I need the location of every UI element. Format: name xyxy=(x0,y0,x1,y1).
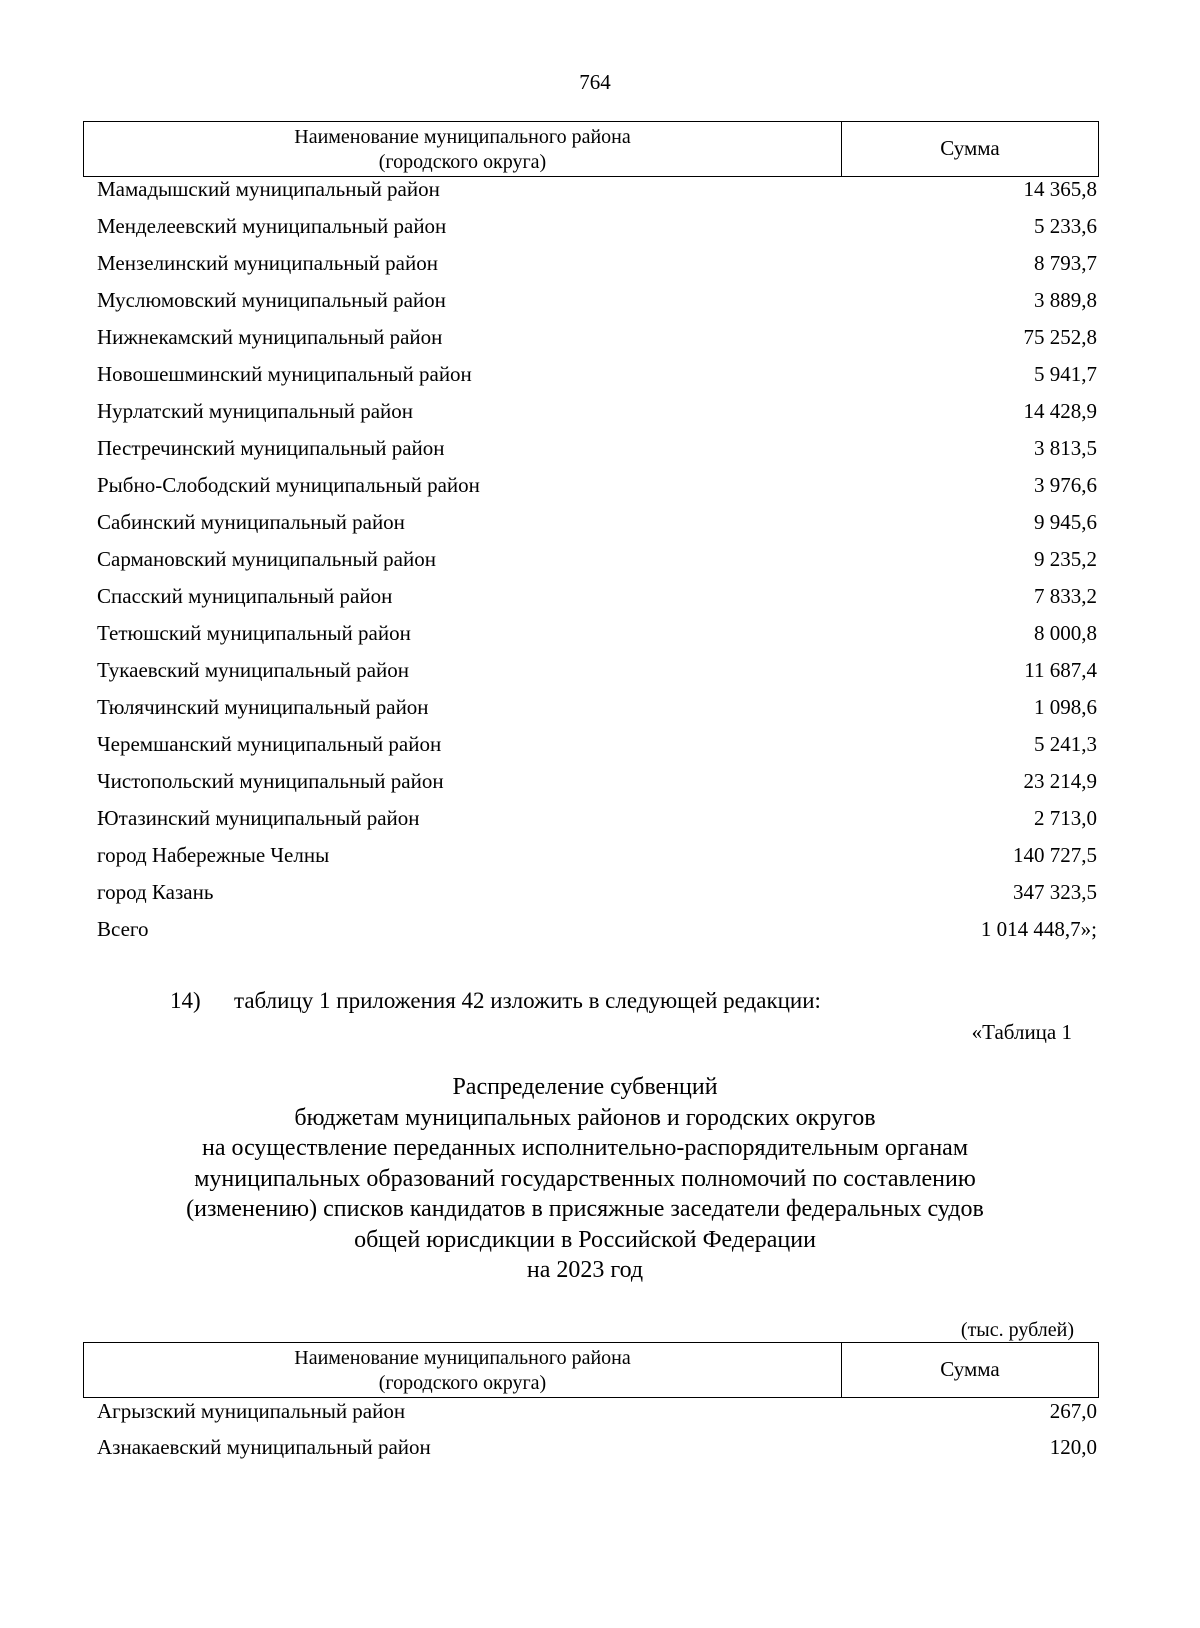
row-value: 23 214,9 xyxy=(1023,769,1097,793)
row-value: 3 813,5 xyxy=(1034,436,1097,460)
table-row xyxy=(97,211,1097,241)
row-name: город Набережные Челны xyxy=(97,843,330,867)
title-line: на осуществление переданных исполнительно-распорядительным органам xyxy=(201,1135,969,1161)
row-name: Мензелинский муниципальный район xyxy=(97,251,438,275)
title-line: на 2023 год xyxy=(526,1257,644,1283)
title-line: муниципальных образований государственных полномочий по составлению xyxy=(194,1165,976,1192)
row-name: Черемшанский муниципальный район xyxy=(97,732,442,756)
row-value: 75 252,8 xyxy=(1023,325,1097,349)
table-row xyxy=(97,470,1097,500)
row-name: Азнакаевский муниципальный район xyxy=(97,1435,431,1459)
row-value: 9 235,2 xyxy=(1034,547,1097,571)
row-value: 8 793,7 xyxy=(1034,251,1097,275)
table-row xyxy=(97,803,1097,833)
table-row xyxy=(97,729,1097,759)
table-row xyxy=(97,507,1097,537)
table-row xyxy=(97,692,1097,722)
row-name: Новошешминский муниципальный район xyxy=(97,362,472,386)
row-name: Агрызский муниципальный район xyxy=(97,1399,406,1423)
amendment-paragraph xyxy=(170,986,821,1016)
row-value: 267,0 xyxy=(1049,1399,1097,1423)
table1-header xyxy=(83,121,1099,177)
table-row xyxy=(97,285,1097,315)
row-value: 5 241,3 xyxy=(1034,732,1097,756)
row-name: Рыбно-Слободский муниципальный район xyxy=(97,473,480,497)
row-name: Ютазинский муниципальный район xyxy=(97,806,420,830)
table1-header-sum: Сумма xyxy=(940,136,1000,160)
header-name-line2: (городского округа) xyxy=(378,151,547,173)
row-value: 3 976,6 xyxy=(1034,473,1097,497)
table-row xyxy=(97,766,1097,796)
table-row xyxy=(97,877,1097,907)
paragraph-number: 14) xyxy=(170,988,201,1013)
table-row xyxy=(97,322,1097,352)
row-value: 9 945,6 xyxy=(1034,510,1097,534)
table-row xyxy=(97,840,1097,870)
row-value: 1 098,6 xyxy=(1034,695,1097,719)
row-name: Пестречинский муниципальный район xyxy=(97,436,445,460)
header-name-line1: Наименование муниципального района xyxy=(294,126,631,148)
row-name: город Казань xyxy=(97,880,214,904)
title-line: общей юрисдикции в Российской Федерации xyxy=(354,1226,816,1253)
paragraph-text: таблицу 1 приложения 42 изложить в следующей редакции: xyxy=(234,988,821,1013)
title-line: бюджетам муниципальных районов и городских округов xyxy=(294,1104,876,1131)
row-name: Спасский муниципальный район xyxy=(97,584,393,608)
table2-header-name xyxy=(84,1343,842,1397)
row-value: 11 687,4 xyxy=(1024,658,1097,682)
row-name: Сармановский муниципальный район xyxy=(97,547,436,571)
units-label: (тыс. рублей) xyxy=(960,1319,1074,1341)
row-name: Нижнекамский муниципальный район xyxy=(97,325,443,349)
table2-header xyxy=(83,1342,1099,1398)
row-value: 3 889,8 xyxy=(1034,288,1097,312)
row-value: 8 000,8 xyxy=(1034,621,1097,645)
table-row xyxy=(97,618,1097,648)
title-line: (изменению) списков кандидатов в присяжные заседатели федеральных судов xyxy=(186,1196,984,1222)
table-label: «Таблица 1 xyxy=(971,1020,1072,1044)
row-name: Менделеевский муниципальный район xyxy=(97,214,447,238)
row-value: 14 365,8 xyxy=(1023,177,1097,201)
table-row xyxy=(97,359,1097,389)
table-row xyxy=(97,581,1097,611)
title-line: Распределение субвенций xyxy=(452,1074,718,1100)
row-value: 347 323,5 xyxy=(1013,880,1097,904)
row-name: Чистопольский муниципальный район xyxy=(97,769,444,793)
row-name: Тукаевский муниципальный район xyxy=(97,658,410,682)
table1-header-name xyxy=(84,122,842,176)
table-row xyxy=(97,544,1097,574)
row-name: Всего xyxy=(97,917,149,941)
row-value: 7 833,2 xyxy=(1034,584,1097,608)
table-row xyxy=(97,433,1097,463)
row-name: Муслюмовский муниципальный район xyxy=(97,288,446,312)
page-number: 764 xyxy=(579,70,611,94)
row-value: 1 014 448,7»; xyxy=(980,917,1097,941)
header-name-line2: (городского округа) xyxy=(378,1372,547,1394)
table-row-total xyxy=(97,914,1097,944)
row-name: Тетюшский муниципальный район xyxy=(97,621,411,645)
row-name: Мамадышский муниципальный район xyxy=(97,177,440,201)
table-title xyxy=(0,1072,1170,1286)
row-value: 2 713,0 xyxy=(1034,806,1097,830)
table-row xyxy=(97,1396,1097,1426)
row-name: Сабинский муниципальный район xyxy=(97,510,405,534)
table-row xyxy=(97,396,1097,426)
header-name-line1: Наименование муниципального района xyxy=(294,1347,631,1369)
table-row xyxy=(97,248,1097,278)
row-value: 120,0 xyxy=(1049,1435,1097,1459)
table-row xyxy=(97,1432,1097,1462)
row-value: 14 428,9 xyxy=(1023,399,1097,423)
table-row xyxy=(97,174,1097,204)
row-value: 5 233,6 xyxy=(1034,214,1097,238)
row-name: Тюлячинский муниципальный район xyxy=(97,695,429,719)
row-name: Нурлатский муниципальный район xyxy=(97,399,414,423)
row-value: 5 941,7 xyxy=(1034,362,1097,386)
table2-header-sum: Сумма xyxy=(940,1357,1000,1381)
table-row xyxy=(97,655,1097,685)
row-value: 140 727,5 xyxy=(1013,843,1097,867)
